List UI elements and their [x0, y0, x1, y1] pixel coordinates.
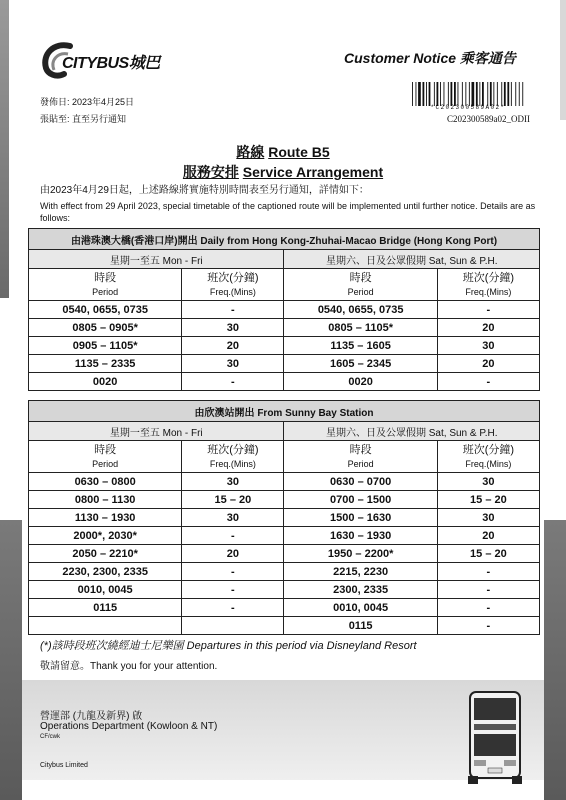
barcode-stripe — [472, 82, 475, 106]
table-row — [29, 373, 540, 391]
decorative-band — [560, 0, 566, 120]
weekend-freq-cell: - — [437, 373, 539, 391]
column-header-period — [29, 441, 182, 473]
weekday-period-cell: 0630 – 0800 — [29, 473, 182, 491]
weekend-freq-cell: 15 – 20 — [437, 545, 539, 563]
weekend-freq-cell: 30 — [437, 473, 539, 491]
barcode-stripe — [448, 82, 449, 106]
table-row — [29, 473, 540, 491]
weekday-period-cell: 0800 – 1130 — [29, 491, 182, 509]
service-heading-zh: 服務安排 — [182, 164, 239, 180]
barcode — [412, 82, 524, 106]
intro-en: With effect from 29 April 2023, special timetable of the captioned route will be implemented until further notice. Details are as follows: — [40, 201, 536, 223]
weekday-freq-cell: - — [182, 527, 284, 545]
table-row — [29, 491, 540, 509]
weekend-period-cell: 0630 – 0700 — [284, 473, 437, 491]
column-header-freq — [182, 441, 284, 473]
weekday-freq-cell: - — [182, 301, 284, 319]
table-row — [29, 599, 540, 617]
barcode-stripe — [469, 82, 470, 106]
table-row — [29, 337, 540, 355]
barcode-stripe — [437, 82, 439, 106]
weekend-period-cell: 0805 – 1105* — [284, 319, 437, 337]
barcode-stripe — [493, 82, 494, 106]
weekend-period-cell: 0540, 0655, 0735 — [284, 301, 437, 319]
weekend-period-cell: 2300, 2335 — [284, 581, 437, 599]
weekday-label: 星期一至五 Mon - Fri — [29, 422, 284, 441]
column-header-en: Freq.(Mins) — [209, 458, 256, 469]
barcode-stripe — [426, 82, 427, 106]
barcode-stripe — [487, 82, 488, 106]
barcode-stripe — [412, 82, 413, 106]
table-title-en: Daily from Hong Kong-Zhuhai-Macao Bridge (Hong Kong Port) — [200, 235, 498, 247]
thanks-note: 敬請留意。Thank you for your attention. — [40, 661, 218, 672]
column-header-zh: 時段 — [94, 443, 117, 456]
weekday-period-cell: 0540, 0655, 0735 — [29, 301, 182, 319]
table-row — [29, 581, 540, 599]
table-title-zh: 由港珠澳大橋(香港口岸)開出 — [70, 235, 198, 247]
barcode-stripe — [497, 82, 498, 106]
column-header-period — [29, 269, 182, 301]
weekday-freq-cell: 30 — [182, 319, 284, 337]
weekday-period-cell: 0905 – 1105* — [29, 337, 182, 355]
weekend-freq-cell: - — [437, 563, 539, 581]
barcode-stripe — [423, 82, 425, 106]
column-header-zh: 時段 — [349, 443, 372, 456]
weekend-freq-cell: 20 — [437, 355, 539, 373]
weekend-freq-cell: - — [437, 581, 539, 599]
barcode-stripe — [458, 82, 459, 106]
weekday-period-cell: 0115 — [29, 599, 182, 617]
weekday-period-cell: 0805 – 0905* — [29, 319, 182, 337]
column-header-en: Freq.(Mins) — [465, 286, 512, 297]
weekend-period-cell: 0010, 0045 — [284, 599, 437, 617]
column-header-freq — [437, 441, 539, 473]
weekday-period-cell: 0020 — [29, 373, 182, 391]
barcode-stripe — [476, 82, 478, 106]
weekday-period-cell: 1130 – 1930 — [29, 509, 182, 527]
decorative-band — [0, 520, 22, 800]
column-header-en: Period — [347, 286, 374, 297]
weekday-freq-cell: - — [182, 599, 284, 617]
route-heading-zh: 路線 — [236, 144, 265, 160]
weekday-period-cell: 2000*, 2030* — [29, 527, 182, 545]
barcode-stripe — [444, 82, 445, 106]
column-header-period — [284, 441, 437, 473]
barcode-stripe — [507, 82, 509, 106]
weekday-freq-cell: 30 — [182, 355, 284, 373]
table-row — [29, 301, 540, 319]
weekend-freq-cell: 15 – 20 — [437, 491, 539, 509]
weekend-freq-cell: 30 — [437, 337, 539, 355]
table-title — [29, 401, 540, 422]
column-header-zh: 時段 — [349, 271, 372, 284]
table-row — [29, 527, 540, 545]
company-name: Citybus Limited — [40, 762, 88, 769]
reference-number: C202300589a02_ODII — [447, 114, 530, 124]
route-heading-en: Route B5 — [268, 144, 330, 160]
citybus-logo — [40, 40, 160, 80]
weekend-freq-cell: 20 — [437, 319, 539, 337]
weekend-freq-cell: - — [437, 617, 539, 635]
weekday-freq-cell: 20 — [182, 545, 284, 563]
weekend-period-cell: 1630 – 1930 — [284, 527, 437, 545]
decorative-band — [544, 520, 566, 800]
weekday-freq-cell: 15 – 20 — [182, 491, 284, 509]
table-title-en: From Sunny Bay Station — [257, 407, 374, 419]
table-row — [29, 617, 540, 635]
barcode-stripe — [511, 82, 512, 106]
table-row — [29, 509, 540, 527]
column-header-en: Freq.(Mins) — [209, 286, 256, 297]
issue-date: 發佈日: 2023年4月25日 — [40, 97, 135, 107]
weekday-freq-cell: - — [182, 563, 284, 581]
weekend-period-cell: 1500 – 1630 — [284, 509, 437, 527]
weekday-label: 星期一至五 Mon - Fri — [29, 250, 284, 269]
weekend-freq-cell: - — [437, 599, 539, 617]
table-row — [29, 319, 540, 337]
weekend-period-cell: 0020 — [284, 373, 437, 391]
bus-icon — [466, 688, 524, 788]
column-header-zh: 時段 — [94, 271, 117, 284]
table-title — [29, 229, 540, 250]
barcode-stripe — [515, 82, 516, 106]
weekday-freq-cell: 20 — [182, 337, 284, 355]
barcode-stripe — [440, 82, 441, 106]
weekday-freq-cell: - — [182, 581, 284, 599]
barcode-stripe — [490, 82, 492, 106]
barcode-stripe — [482, 82, 484, 106]
weekend-period-cell: 1135 – 1605 — [284, 337, 437, 355]
service-heading-en: Service Arrangement — [242, 164, 384, 180]
barcode-stripe — [451, 82, 453, 106]
column-header-en: Period — [92, 458, 119, 469]
barcode-stripe — [504, 82, 506, 106]
timetable-hzmb — [28, 228, 540, 391]
department-zh: 營運部 (九龍及新界) 啟 — [40, 711, 143, 722]
weekday-period-cell: 0010, 0045 — [29, 581, 182, 599]
department-code: CF/cwk — [40, 734, 60, 740]
column-header-period — [284, 269, 437, 301]
intro-zh: 由2023年4月29日起，上述路線將實施特別時間表至另行通知，詳情如下： — [40, 185, 369, 196]
footnote: (*)該時段班次繞經迪士尼樂園 Departures in this period via Disneyland Resort — [40, 640, 417, 652]
weekday-period-cell: 2050 – 2210* — [29, 545, 182, 563]
barcode-stripe — [434, 82, 435, 106]
table-row — [29, 355, 540, 373]
weekend-period-cell: 0115 — [284, 617, 437, 635]
barcode-text: *C202300589A02* — [430, 104, 506, 111]
weekday-freq-cell: - — [182, 373, 284, 391]
barcode-stripe — [465, 82, 466, 106]
barcode-stripe — [418, 82, 421, 106]
column-header-en: Period — [347, 458, 374, 469]
barcode-stripe — [519, 82, 520, 106]
weekend-period-cell: 1605 – 2345 — [284, 355, 437, 373]
weekday-freq-cell: 30 — [182, 473, 284, 491]
weekday-period-cell: 2230, 2300, 2335 — [29, 563, 182, 581]
department-en: Operations Department (Kowloon & NT) — [40, 721, 218, 732]
logo-text: CITYBUS城巴 — [62, 55, 160, 72]
weekend-freq-cell: 20 — [437, 527, 539, 545]
barcode-stripe — [479, 82, 480, 106]
column-header-freq — [182, 269, 284, 301]
weekend-freq-cell: - — [437, 301, 539, 319]
weekday-freq-cell: 30 — [182, 509, 284, 527]
weekend-period-cell: 1950 – 2200* — [284, 545, 437, 563]
weekend-freq-cell: 30 — [437, 509, 539, 527]
weekend-label: 星期六、日及公眾假期 Sat, Sun & P.H. — [284, 422, 540, 441]
table-row — [29, 545, 540, 563]
column-header-en: Freq.(Mins) — [465, 458, 512, 469]
route-heading — [0, 142, 566, 162]
column-header-zh: 班次(分鐘) — [462, 443, 515, 456]
service-heading — [0, 162, 566, 182]
barcode-stripe — [501, 82, 502, 106]
weekend-label: 星期六、日及公眾假期 Sat, Sun & P.H. — [284, 250, 540, 269]
table-title-zh: 由欣澳站開出 — [194, 407, 255, 419]
posted-until: 張貼至: 直至另行通知 — [40, 114, 127, 124]
barcode-stripe — [462, 82, 463, 106]
barcode-stripe — [522, 82, 523, 106]
table-row — [29, 563, 540, 581]
column-header-en: Period — [92, 286, 119, 297]
weekday-period-cell — [29, 617, 182, 635]
weekend-period-cell: 0700 – 1500 — [284, 491, 437, 509]
barcode-stripe — [429, 82, 431, 106]
column-header-freq — [437, 269, 539, 301]
notice-title: Customer Notice 乘客通告 — [344, 50, 516, 66]
weekday-period-cell: 1135 – 2335 — [29, 355, 182, 373]
weekend-period-cell: 2215, 2230 — [284, 563, 437, 581]
timetable-sunny-bay — [28, 400, 540, 635]
barcode-stripe — [416, 82, 417, 106]
column-header-zh: 班次(分鐘) — [207, 443, 259, 456]
barcode-stripe — [454, 82, 456, 106]
column-header-zh: 班次(分鐘) — [462, 271, 515, 284]
column-header-zh: 班次(分鐘) — [207, 271, 259, 284]
weekday-freq-cell — [182, 617, 284, 635]
